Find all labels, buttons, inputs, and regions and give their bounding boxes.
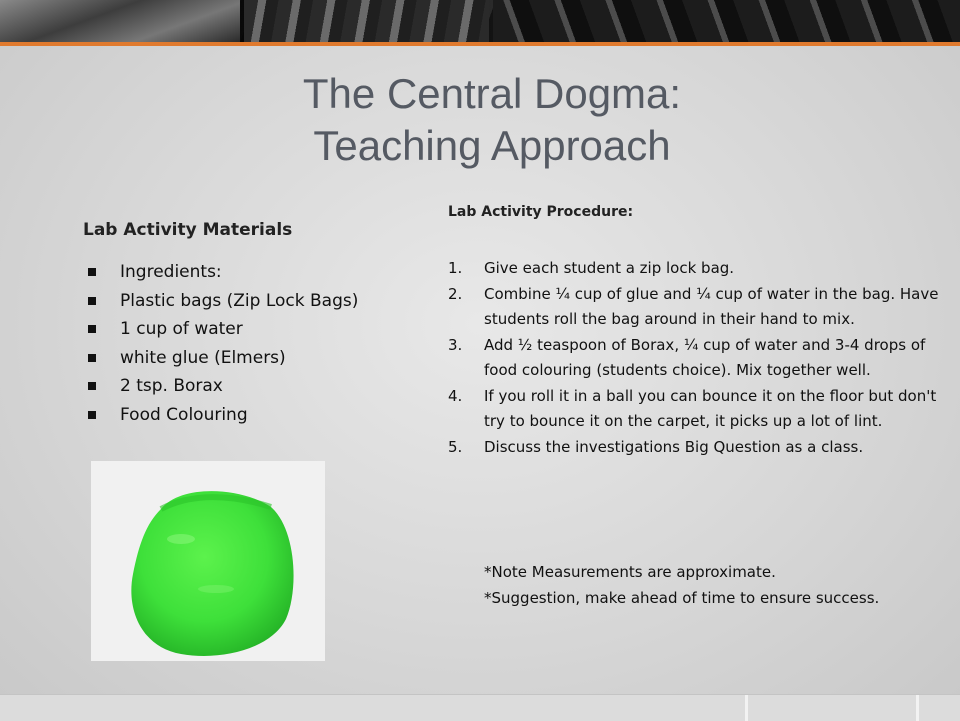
- step-text: If you roll it in a ball you can bounce it on the floor but don't try to bounce it on the carpet, it picks up a lot of lint.: [484, 386, 937, 430]
- materials-item-text: Food Colouring: [120, 404, 248, 425]
- note-suggestion: *Suggestion, make ahead of time to ensure success.: [484, 588, 880, 607]
- footer-segment: [916, 695, 960, 721]
- procedure-list: [448, 256, 948, 460]
- procedure-step: [448, 384, 948, 435]
- materials-item-text: 1 cup of water: [120, 319, 243, 339]
- square-bullet-icon: [88, 382, 96, 390]
- note-measurements: *Note Measurements are approximate.: [484, 563, 776, 581]
- slime-photo: [91, 461, 325, 661]
- banner-photo-segment: [244, 0, 489, 42]
- square-bullet-icon: [88, 354, 96, 362]
- step-number: 4.: [448, 386, 463, 405]
- materials-heading: Lab Activity Materials: [83, 220, 293, 240]
- step-number: 3.: [448, 335, 463, 354]
- accent-divider: [0, 42, 960, 46]
- banner-photo-segment: [493, 0, 960, 42]
- materials-item: [88, 258, 358, 287]
- step-number: 1.: [448, 259, 463, 277]
- square-bullet-icon: [88, 297, 96, 305]
- square-bullet-icon: [88, 411, 96, 419]
- step-number: 2.: [448, 284, 463, 303]
- header-photo-banner: [0, 0, 960, 42]
- materials-item-text: Plastic bags (Zip Lock Bags): [120, 290, 359, 311]
- materials-item-text: white glue (Elmers): [120, 347, 286, 368]
- materials-item: [88, 372, 358, 401]
- procedure-notes: [484, 560, 879, 611]
- procedure-step: [448, 333, 948, 384]
- step-number: 5.: [448, 437, 463, 456]
- square-bullet-icon: [88, 325, 96, 333]
- title-line-1: The Central Dogma:: [302, 70, 682, 117]
- materials-item: [88, 344, 358, 373]
- step-text: Combine ¼ cup of glue and ¼ cup of water in the bag. Have students roll the bag around in their hand to mix.: [484, 284, 939, 328]
- banner-photo-segment: [0, 0, 240, 42]
- materials-item: [88, 315, 358, 344]
- procedure-step: [448, 256, 948, 282]
- step-text: Discuss the investigations Big Question as a class.: [484, 437, 864, 456]
- footer-segment: [745, 695, 918, 721]
- square-bullet-icon: [88, 268, 96, 276]
- step-text: Give each student a zip lock bag.: [484, 259, 735, 277]
- materials-item-text: Ingredients:: [120, 262, 222, 282]
- title-line-2: Teaching Approach: [313, 122, 671, 169]
- footer-bar: [0, 694, 960, 721]
- slide-title: [0, 68, 960, 172]
- procedure-heading: Lab Activity Procedure:: [448, 204, 634, 220]
- green-slime-image: [121, 479, 301, 661]
- materials-item: [88, 401, 358, 430]
- procedure-step: [448, 282, 948, 333]
- materials-item-text: 2 tsp. Borax: [120, 376, 223, 396]
- step-text: Add ½ teaspoon of Borax, ¼ cup of water and 3-4 drops of food colouring (students choice). Mix together well.: [484, 335, 926, 379]
- procedure-step: [448, 435, 948, 461]
- materials-item: [88, 287, 358, 316]
- materials-list: [88, 258, 358, 429]
